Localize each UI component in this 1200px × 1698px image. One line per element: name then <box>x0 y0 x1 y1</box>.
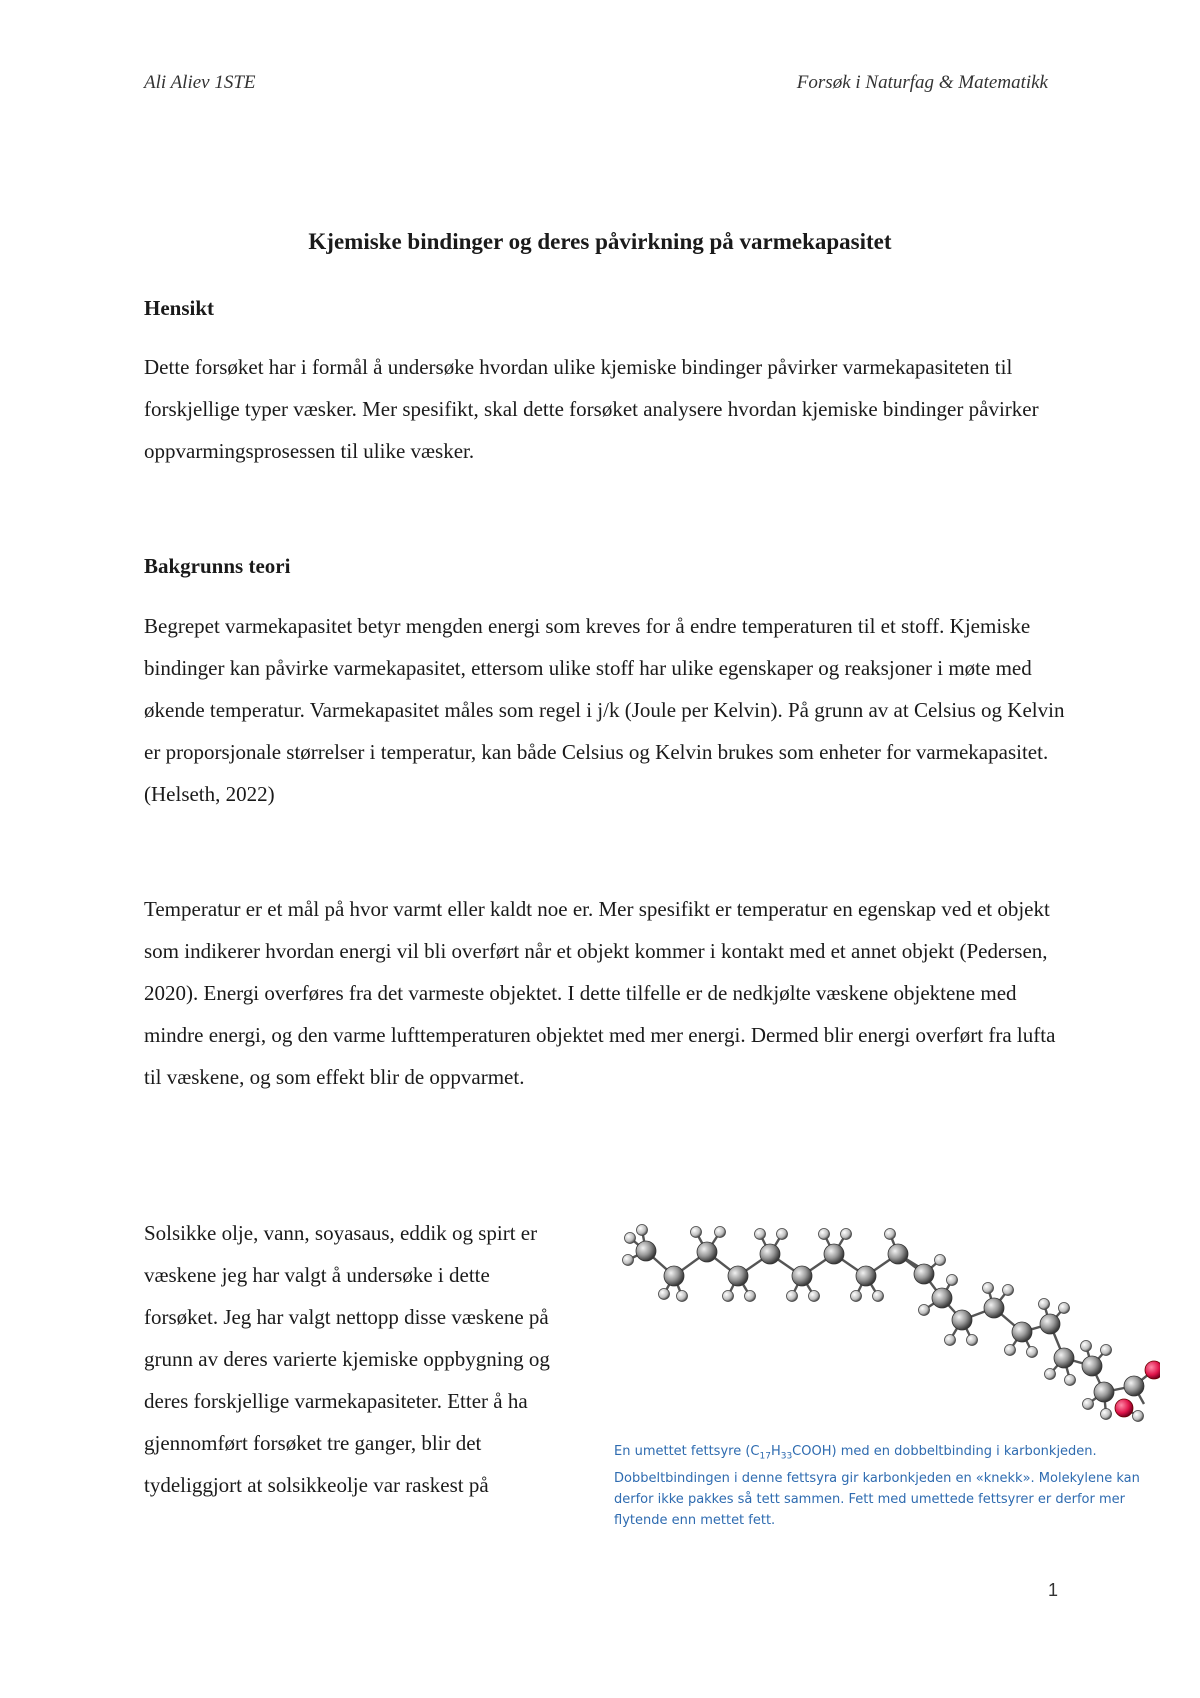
caption-subscript-hydrogen: 33 <box>780 1451 793 1462</box>
paragraph-theory-1: Begrepet varmekapasitet betyr mengden energi som kreves for å endre temperaturen til et stoff. Kjemiske bindinger kan påvirke varmekapasitet, ettersom ulike stoff har ulike egenskaper og reaksjoner i møte med økende temperatur. Varmekapasitet måles som regel i j/k (Joule per Kelvin). På grunn av at Celsius og Kelvin er proporsjonale størrelser i temperatur, kan både Celsius og Kelvin brukes som enheter for varmekapasitet. (Helseth, 2022) <box>144 614 1065 806</box>
caption-text-end: COOH) med en dobbeltbinding i karbonkjeden. Dobbeltbindingen i denne fettsyra gir karbonkjeden en «knekk». Molekylene kan derfor ikke pakkes så tett sammen. Fett med umettede fettsyrer er derfor mer flytende enn mettet fett. <box>614 1444 1140 1528</box>
page-title: Kjemiske bindinger og deres påvirkning på varmekapasitet <box>308 229 892 254</box>
heading-purpose: Hensikt <box>144 296 215 320</box>
paragraph-purpose: Dette forsøket har i formål å undersøke hvordan ulike kjemiske bindinger påvirker varmekapasiteten til forskjellige typer væsker. Mer spesifikt, skal dette forsøket analysere hvordan kjemiske bindinger påvirker oppvarmingsprosessen til ulike væsker. <box>144 355 1039 463</box>
paragraph-theory-2: Temperatur er et mål på hvor varmt eller kaldt noe er. Mer spesifikt er temperatur en egenskap ved et objekt som indikerer hvordan energi vil bli overført når et objekt kommer i kontakt med et annet objekt (Pedersen, 2020). Energi overføres fra det varmeste objektet. I dette tilfelle er de nedkjølte væskene objektene med mindre energi, og den varme lufttemperaturen objektet med mer energi. Dermed blir energi overført fra lufta til væskene, og som effekt blir de oppvarmet. <box>144 897 1056 1089</box>
header-author: Ali Aliev 1STE <box>144 72 256 93</box>
caption-subscript-carbon: 17 <box>759 1451 771 1462</box>
heading-theory: Bakgrunns teori <box>144 554 291 578</box>
page-number: 1 <box>1048 1580 1059 1600</box>
header-subject: Forsøk i Naturfag & Matematikk <box>796 72 1048 93</box>
fatty-acid-molecule-image <box>612 1218 1160 1430</box>
caption-text-start: En umettet fettsyre (C <box>614 1444 760 1459</box>
caption-text-hydrogen: H <box>770 1444 781 1459</box>
paragraph-theory-3: Solsikke olje, vann, soyasaus, eddik og spirt er væskene jeg har valgt å undersøke i dette forsøket. Jeg har valgt nettopp disse væskene på grunn av deres varierte kjemiske oppbygning og deres forskjellige varmekapasiteter. Etter å ha gjennomført forsøket tre ganger, blir det tydeliggjort at solsikkeolje var raskest på <box>144 1221 550 1497</box>
figure-caption <box>614 1441 1164 1531</box>
